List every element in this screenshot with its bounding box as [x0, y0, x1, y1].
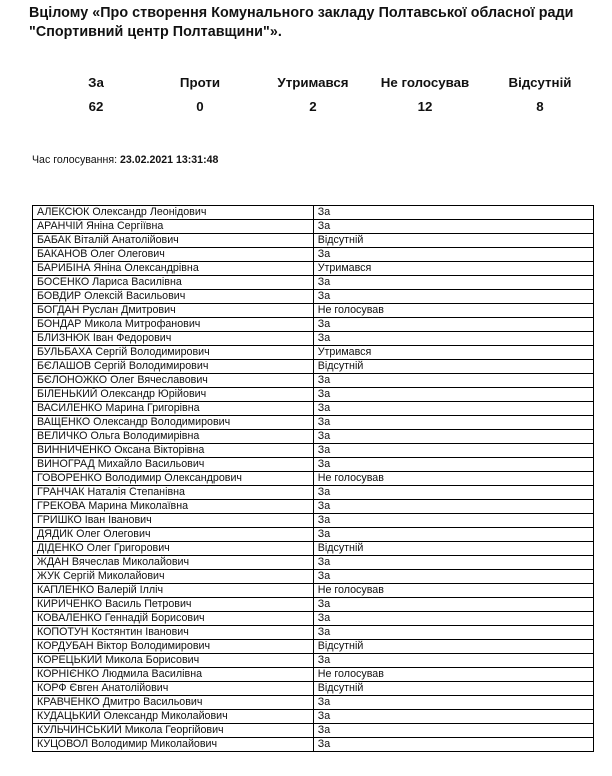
vote-result-cell: За — [313, 724, 593, 738]
table-row — [33, 388, 594, 402]
vote-result-cell: За — [313, 290, 593, 304]
deputy-name-cell: ДІДЕНКО Олег Григорович — [33, 542, 314, 556]
tally-value: 2 — [309, 99, 317, 114]
deputy-name-cell: ГРАНЧАК Наталія Степанівна — [33, 486, 314, 500]
table-row — [33, 444, 594, 458]
table-row — [33, 682, 594, 696]
deputy-name-cell: ГРЕКОВА Марина Миколаївна — [33, 500, 314, 514]
vote-result-cell: За — [313, 206, 593, 220]
table-row — [33, 668, 594, 682]
deputy-name-cell: БІЛЕНЬКИЙ Олександр Юрійович — [33, 388, 314, 402]
vote-result-cell: За — [313, 486, 593, 500]
tally-not-voted — [370, 74, 480, 116]
vote-result-cell: За — [313, 318, 593, 332]
deputy-name-cell: БАБАК Віталій Анатолійович — [33, 234, 314, 248]
table-row — [33, 206, 594, 220]
vote-result-cell: Утримався — [313, 346, 593, 360]
tally-value: 62 — [88, 99, 104, 114]
deputy-name-cell: БУЛЬБАХА Сергій Володимирович — [33, 346, 314, 360]
vote-time — [32, 154, 218, 166]
deputy-name-cell: КОРДУБАН Віктор Володимирович — [33, 640, 314, 654]
deputy-name-cell: КОРФ Євген Анатолійович — [33, 682, 314, 696]
table-row — [33, 402, 594, 416]
votes-table-body — [33, 206, 594, 752]
deputy-name-cell: ВЕЛИЧКО Ольга Володимирівна — [33, 430, 314, 444]
table-row — [33, 542, 594, 556]
deputy-name-cell: ГРИШКО Іван Іванович — [33, 514, 314, 528]
tally-label: Проти — [179, 75, 221, 90]
vote-result-cell: За — [313, 388, 593, 402]
deputy-name-cell: БЄЛАШОВ Сергій Володимирович — [33, 360, 314, 374]
table-row — [33, 304, 594, 318]
table-row — [33, 654, 594, 668]
deputy-name-cell: ВИНОГРАД Михайло Васильович — [33, 458, 314, 472]
deputy-name-cell: КОПОТУН Костянтин Іванович — [33, 626, 314, 640]
document-title — [29, 4, 609, 42]
vote-result-cell: За — [313, 444, 593, 458]
tally-label: За — [88, 75, 104, 90]
vote-result-cell: За — [313, 332, 593, 346]
deputy-name-cell: БЄЛОНОЖКО Олег Вячеславович — [33, 374, 314, 388]
vote-time-label: Час голосування: — [32, 154, 118, 166]
deputy-name-cell: КАПЛЕНКО Валерій Ілліч — [33, 584, 314, 598]
deputy-name-cell: ГОВОРЕНКО Володимир Олександрович — [33, 472, 314, 486]
vote-result-cell: За — [313, 430, 593, 444]
table-row — [33, 640, 594, 654]
table-row — [33, 612, 594, 626]
table-row — [33, 416, 594, 430]
table-row — [33, 570, 594, 584]
tally-value: 8 — [536, 99, 544, 114]
deputy-name-cell: КОРНІЄНКО Людмила Василівна — [33, 668, 314, 682]
vote-result-cell: За — [313, 500, 593, 514]
deputy-name-cell: КИРИЧЕНКО Василь Петрович — [33, 598, 314, 612]
deputy-name-cell: БОГДАН Руслан Дмитрович — [33, 304, 314, 318]
table-row — [33, 696, 594, 710]
vote-result-cell: За — [313, 276, 593, 290]
vote-result-cell: За — [313, 612, 593, 626]
vote-result-cell: Відсутній — [313, 640, 593, 654]
deputy-name-cell: ВАСИЛЕНКО Марина Григорівна — [33, 402, 314, 416]
table-row — [33, 710, 594, 724]
vote-result-cell: Не голосував — [313, 584, 593, 598]
tally-abstained — [263, 74, 363, 116]
table-row — [33, 724, 594, 738]
tally-against — [160, 74, 240, 116]
table-row — [33, 430, 594, 444]
vote-result-cell: Відсутній — [313, 234, 593, 248]
table-row — [33, 472, 594, 486]
deputy-name-cell: АЛЕКСЮК Олександр Леонідович — [33, 206, 314, 220]
table-row — [33, 598, 594, 612]
deputy-name-cell: КУДАЦЬКИЙ Олександр Миколайович — [33, 710, 314, 724]
table-row — [33, 514, 594, 528]
tally-label: Утримався — [277, 75, 349, 90]
vote-result-cell: За — [313, 528, 593, 542]
vote-result-cell: Відсутній — [313, 542, 593, 556]
document-title-line-1: Вцілому «Про створення Комунального закладу Полтавської обласної ради — [29, 5, 574, 21]
deputy-name-cell: ВАЩЕНКО Олександр Володимирович — [33, 416, 314, 430]
deputy-name-cell: ЖУК Сергій Миколайович — [33, 570, 314, 584]
table-row — [33, 318, 594, 332]
vote-result-cell: Відсутній — [313, 360, 593, 374]
table-row — [33, 584, 594, 598]
tally-value: 0 — [196, 99, 204, 114]
table-row — [33, 276, 594, 290]
tally-label: Відсутній — [508, 75, 572, 90]
tally-absent — [495, 74, 585, 116]
table-row — [33, 346, 594, 360]
vote-result-cell: За — [313, 458, 593, 472]
vote-result-cell: Не голосував — [313, 472, 593, 486]
vote-result-cell: За — [313, 654, 593, 668]
table-row — [33, 374, 594, 388]
table-row — [33, 626, 594, 640]
table-row — [33, 738, 594, 752]
deputy-name-cell: БОНДАР Микола Митрофанович — [33, 318, 314, 332]
deputy-name-cell: КРАВЧЕНКО Дмитро Васильович — [33, 696, 314, 710]
deputy-name-cell: БОВДИР Олексій Васильович — [33, 290, 314, 304]
vote-result-cell: За — [313, 710, 593, 724]
deputy-name-cell: БАРИБІНА Яніна Олександрівна — [33, 262, 314, 276]
tally-for — [78, 74, 114, 116]
table-row — [33, 248, 594, 262]
deputy-name-cell: КОРЕЦЬКИЙ Микола Борисович — [33, 654, 314, 668]
vote-result-cell: За — [313, 626, 593, 640]
tally-label: Не голосував — [380, 75, 470, 90]
table-row — [33, 220, 594, 234]
table-row — [33, 332, 594, 346]
vote-result-cell: За — [313, 514, 593, 528]
vote-result-cell: За — [313, 248, 593, 262]
tally-value: 12 — [417, 99, 433, 114]
deputy-name-cell: КУЦОВОЛ Володимир Миколайович — [33, 738, 314, 752]
table-row — [33, 458, 594, 472]
vote-result-cell: Не голосував — [313, 304, 593, 318]
vote-result-cell: За — [313, 416, 593, 430]
document-title-line-2: "Спортивний центр Полтавщини"». — [29, 24, 282, 40]
deputy-name-cell: КУЛЬЧИНСЬКИЙ Микола Георгійович — [33, 724, 314, 738]
deputy-name-cell: АРАНЧІЙ Яніна Сергіївна — [33, 220, 314, 234]
deputy-name-cell: ВИННИЧЕНКО Оксана Вікторівна — [33, 444, 314, 458]
vote-result-cell: Не голосував — [313, 668, 593, 682]
vote-result-cell: За — [313, 598, 593, 612]
table-row — [33, 486, 594, 500]
vote-result-cell: За — [313, 374, 593, 388]
vote-result-cell: За — [313, 738, 593, 752]
table-row — [33, 500, 594, 514]
vote-result-cell: Утримався — [313, 262, 593, 276]
table-row — [33, 528, 594, 542]
deputy-name-cell: БАКАНОВ Олег Олегович — [33, 248, 314, 262]
vote-result-cell: За — [313, 402, 593, 416]
table-row — [33, 556, 594, 570]
vote-result-cell: Відсутній — [313, 682, 593, 696]
votes-table — [32, 205, 594, 752]
vote-time-value: 23.02.2021 13:31:48 — [120, 154, 219, 166]
deputy-name-cell: БЛИЗНЮК Іван Федорович — [33, 332, 314, 346]
table-row — [33, 234, 594, 248]
table-row — [33, 262, 594, 276]
table-row — [33, 360, 594, 374]
deputy-name-cell: ЖДАН Вячеслав Миколайович — [33, 556, 314, 570]
deputy-name-cell: БОСЕНКО Лариса Василівна — [33, 276, 314, 290]
deputy-name-cell: ДЯДИК Олег Олегович — [33, 528, 314, 542]
vote-tally — [0, 74, 612, 124]
deputy-name-cell: КОВАЛЕНКО Геннадій Борисович — [33, 612, 314, 626]
table-row — [33, 290, 594, 304]
vote-result-cell: За — [313, 696, 593, 710]
vote-result-cell: За — [313, 220, 593, 234]
vote-result-cell: За — [313, 570, 593, 584]
vote-result-cell: За — [313, 556, 593, 570]
